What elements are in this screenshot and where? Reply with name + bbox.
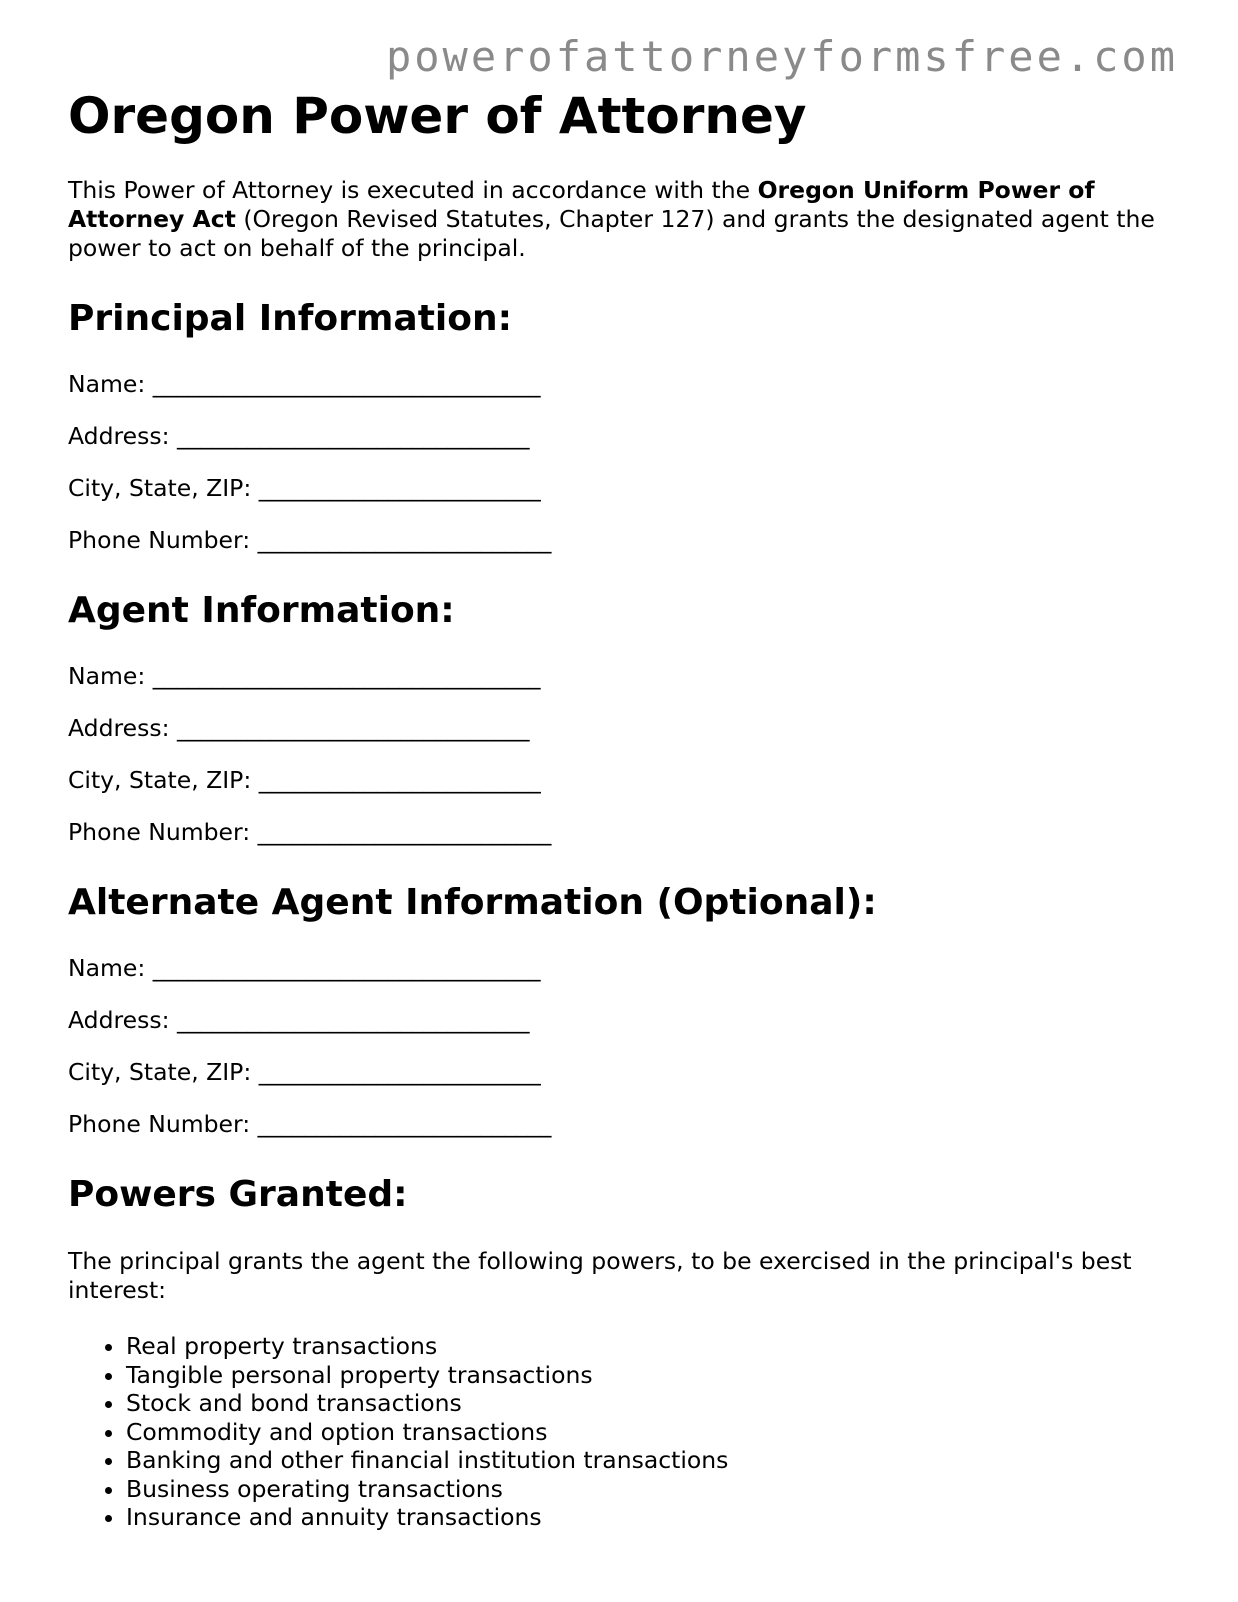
list-item: • Commodity and option transactions	[126, 1418, 1178, 1447]
document-page	[68, 82, 1178, 1532]
watermark: powerofattorneyformsfree.com	[385, 32, 1178, 81]
powers-section	[68, 1173, 1178, 1532]
intro-act-name: Oregon Uniform Power of Attorney Act	[68, 176, 1095, 233]
list-item: • Real property transactions	[126, 1332, 1178, 1361]
principal-address-field[interactable]: Address: ______________________________	[68, 422, 530, 450]
list-item: • Stock and bond transactions	[126, 1389, 1178, 1418]
list-item: • Insurance and annuity transactions	[126, 1503, 1178, 1532]
intro-text-start: This Power of Attorney is executed in accordance with the	[68, 176, 758, 204]
principal-section	[68, 297, 1178, 555]
alternate-name-field[interactable]: Name: _________________________________	[68, 954, 541, 982]
agent-phone-field[interactable]: Phone Number: _________________________	[68, 818, 552, 846]
page-title: Oregon Power of Attorney	[68, 87, 807, 145]
agent-heading: Agent Information:	[68, 590, 455, 631]
agent-address-field[interactable]: Address: ______________________________	[68, 714, 530, 742]
list-item: • Tangible personal property transactions	[126, 1361, 1178, 1390]
intro-text-end: (Oregon Revised Statutes, Chapter 127) and grants the designated agent the power to act on behalf of the principal.	[68, 205, 1155, 262]
principal-name-field[interactable]: Name: _________________________________	[68, 370, 541, 398]
alternate-city-state-zip-field[interactable]: City, State, ZIP: ________________________	[68, 1058, 541, 1086]
alternate-agent-section	[68, 881, 1178, 1139]
alternate-phone-field[interactable]: Phone Number: _________________________	[68, 1110, 552, 1138]
alternate-address-field[interactable]: Address: ______________________________	[68, 1006, 530, 1034]
alternate-agent-heading: Alternate Agent Information (Optional):	[68, 882, 877, 923]
agent-section	[68, 589, 1178, 847]
powers-list	[68, 1332, 1178, 1532]
principal-heading: Principal Information:	[68, 298, 513, 339]
list-item: • Business operating transactions	[126, 1475, 1178, 1504]
intro-paragraph	[68, 176, 1178, 263]
powers-heading: Powers Granted:	[68, 1174, 408, 1215]
agent-name-field[interactable]: Name: _________________________________	[68, 662, 541, 690]
powers-paragraph: The principal grants the agent the following powers, to be exercised in the principal's best interest:	[68, 1247, 1132, 1304]
list-item: • Banking and other financial institution transactions	[126, 1446, 1178, 1475]
principal-city-state-zip-field[interactable]: City, State, ZIP: ________________________	[68, 474, 541, 502]
principal-phone-field[interactable]: Phone Number: _________________________	[68, 526, 552, 554]
agent-city-state-zip-field[interactable]: City, State, ZIP: ________________________	[68, 766, 541, 794]
